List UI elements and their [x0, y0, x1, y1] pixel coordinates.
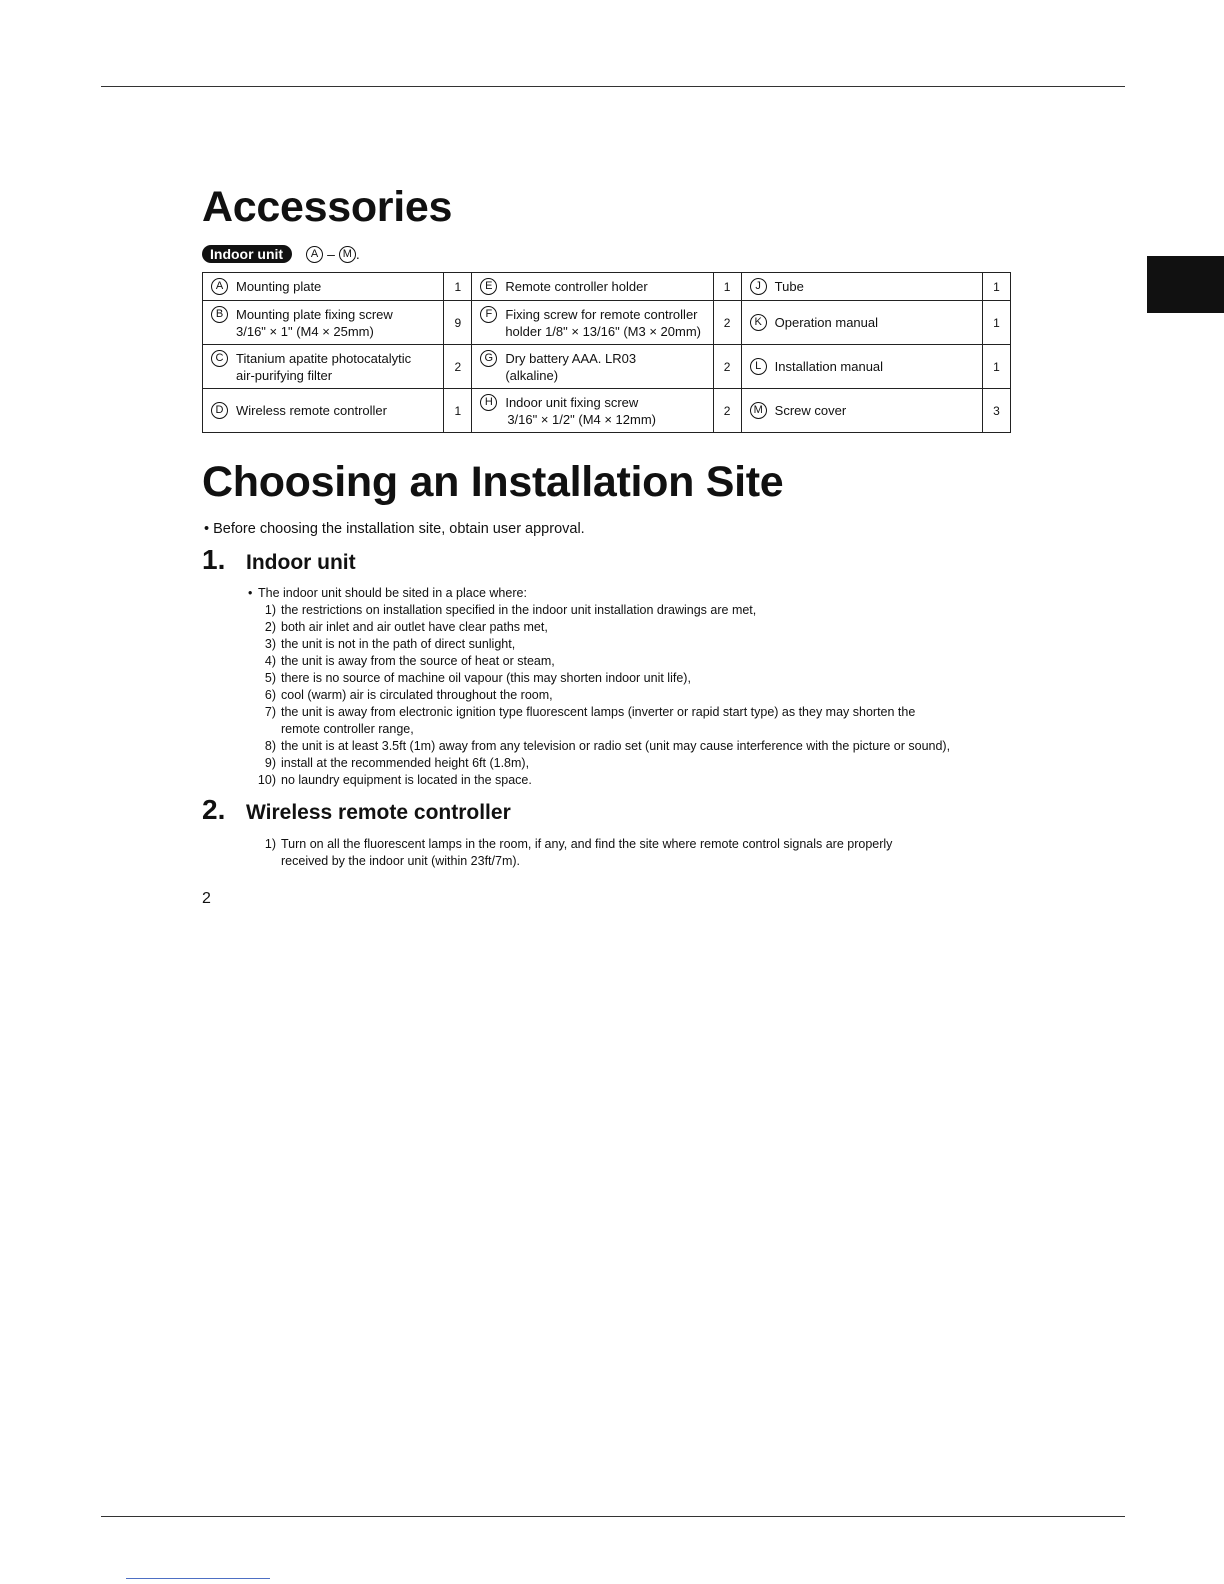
- list-item: [248, 721, 950, 738]
- item-number: 9): [264, 756, 276, 770]
- accessory-letter: A: [211, 278, 228, 295]
- footer-rule: [101, 1516, 1125, 1517]
- accessory-item: [750, 402, 976, 419]
- accessory-letter: D: [211, 402, 228, 419]
- accessory-row: [203, 301, 1011, 345]
- accessory-name-line: Dry battery AAA. LR03: [505, 350, 637, 366]
- range-start-letter: A: [306, 246, 323, 263]
- accessory-name-line: Mounting plate fixing screw: [236, 306, 393, 322]
- list-item: [248, 670, 950, 687]
- accessories-title: Accessories: [202, 183, 453, 231]
- accessory-name-line: Fixing screw for remote controller: [505, 306, 698, 322]
- item-text: cool (warm) air is circulated throughout the room,: [281, 688, 553, 702]
- section-title: Indoor unit: [246, 551, 356, 574]
- accessory-item: [480, 306, 706, 340]
- accessory-item-cell: [741, 345, 982, 389]
- accessory-letter: K: [750, 314, 767, 331]
- accessory-quantity: 1: [982, 345, 1010, 389]
- accessory-quantity: 1: [444, 389, 472, 433]
- list-item: [248, 738, 950, 755]
- item-text: the unit is away from the source of heat or steam,: [281, 654, 555, 668]
- accessory-name-line: 3/16" × 1" (M4 × 25mm): [236, 323, 374, 339]
- accessory-item-cell: [741, 301, 982, 345]
- bullet: •: [248, 586, 253, 600]
- accessory-item: [211, 278, 437, 295]
- accessory-item-cell: [203, 273, 444, 301]
- accessory-item: [750, 314, 976, 331]
- section-number: 2.: [202, 794, 226, 825]
- accessory-item: [211, 402, 437, 419]
- unit-range-line: [202, 244, 360, 264]
- accessory-item: [480, 350, 706, 384]
- accessory-row: [203, 389, 1011, 433]
- item-text: no laundry equipment is located in the space.: [281, 773, 532, 787]
- item-text: there is no source of machine oil vapour (this may shorten indoor unit life),: [281, 671, 691, 685]
- item-text: install at the recommended height 6ft (1.8m),: [281, 756, 530, 770]
- remote-controller-steps: [248, 836, 892, 870]
- item-number: 6): [264, 688, 276, 702]
- accessories-table: [202, 272, 1011, 433]
- lead-line: [248, 585, 950, 602]
- accessory-row: [203, 273, 1011, 301]
- accessory-name-line: Installation manual: [774, 359, 884, 374]
- accessory-quantity: 2: [713, 345, 741, 389]
- list-item: [248, 853, 892, 870]
- item-text: both air inlet and air outlet have clear paths met,: [281, 620, 548, 634]
- item-text: remote controller range,: [281, 722, 414, 736]
- accessory-item: [211, 306, 437, 340]
- item-text: received by the indoor unit (within 23ft/7m).: [281, 854, 521, 868]
- accessory-range: [306, 246, 360, 263]
- accessory-row: [203, 345, 1011, 389]
- accessory-name-line: Operation manual: [774, 315, 878, 330]
- item-number: 2): [264, 620, 276, 634]
- list-item: [248, 602, 950, 619]
- accessory-item: [750, 278, 976, 295]
- list-item: [248, 755, 950, 772]
- lead-text: The indoor unit should be sited in a place where:: [258, 586, 527, 600]
- accessory-item: [480, 278, 706, 295]
- list-item: [248, 636, 950, 653]
- list-item: [248, 653, 950, 670]
- accessory-item-cell: [472, 345, 713, 389]
- accessory-item: [750, 358, 976, 375]
- item-number: 8): [264, 739, 276, 753]
- accessory-quantity: 1: [713, 273, 741, 301]
- intro-note: • Before choosing the installation site, obtain user approval.: [204, 521, 585, 537]
- header-rule: [101, 86, 1125, 87]
- accessory-quantity: 1: [444, 273, 472, 301]
- section-tab-marker: [1147, 256, 1224, 313]
- item-number: 5): [264, 671, 276, 685]
- accessory-letter: L: [750, 358, 767, 375]
- item-number: [248, 853, 281, 870]
- accessory-item-cell: [203, 389, 444, 433]
- list-item: [248, 687, 950, 704]
- accessory-item-cell: [203, 345, 444, 389]
- item-number: 3): [264, 637, 276, 651]
- item-number: 1): [264, 837, 276, 851]
- accessory-quantity: 2: [713, 389, 741, 433]
- accessory-item-cell: [741, 273, 982, 301]
- accessory-name-line: air-purifying filter: [236, 367, 333, 383]
- accessory-name-line: Wireless remote controller: [236, 403, 387, 418]
- page-number: 2: [202, 890, 211, 907]
- accessory-name-line: holder 1/8" × 13/16" (M3 × 20mm): [505, 323, 701, 339]
- accessory-name-line: 3/16" × 1/2" (M4 × 12mm): [507, 411, 657, 427]
- item-text: the unit is away from electronic ignition type fluorescent lamps (inverter or rapid start type) as they may shorten the: [281, 705, 916, 719]
- accessory-name-line: Remote controller holder: [505, 279, 648, 294]
- item-number: [248, 721, 281, 738]
- item-number: 1): [264, 603, 276, 617]
- accessory-item-cell: [472, 389, 713, 433]
- list-item: [248, 704, 950, 721]
- item-text: Turn on all the fluorescent lamps in the room, if any, and find the site where remote control signals are properly: [281, 837, 893, 851]
- item-text: the unit is not in the path of direct sunlight,: [281, 637, 516, 651]
- item-text: the unit is at least 3.5ft (1m) away from any television or radio set (unit may cause interference with the picture or sound),: [281, 739, 951, 753]
- item-text: the restrictions on installation specified in the indoor unit installation drawings are met,: [281, 603, 757, 617]
- accessory-letter: H: [480, 394, 497, 411]
- accessory-item-cell: [203, 301, 444, 345]
- list-item: [248, 836, 892, 853]
- accessory-letter: M: [750, 402, 767, 419]
- range-suffix: .: [355, 246, 360, 262]
- section-number: 1.: [202, 544, 226, 575]
- item-number: 7): [264, 705, 276, 719]
- accessory-quantity: 2: [713, 301, 741, 345]
- accessory-name-line: Mounting plate: [236, 279, 322, 294]
- list-item: [248, 772, 950, 789]
- accessory-letter: F: [480, 306, 497, 323]
- accessory-quantity: 1: [982, 273, 1010, 301]
- section-title: Wireless remote controller: [246, 801, 511, 824]
- accessory-letter: C: [211, 350, 228, 367]
- footer-link-underline: [126, 1578, 270, 1579]
- section-indoor-unit-heading: [202, 544, 356, 576]
- indoor-unit-badge: Indoor unit: [202, 245, 292, 263]
- accessory-name-line: Screw cover: [774, 403, 847, 418]
- accessory-item-cell: [472, 301, 713, 345]
- accessory-item-cell: [472, 273, 713, 301]
- item-number: 10): [257, 773, 276, 787]
- accessory-quantity: 3: [982, 389, 1010, 433]
- section-remote-controller-heading: [202, 794, 511, 826]
- accessory-item: [211, 350, 437, 384]
- accessory-letter: G: [480, 350, 497, 367]
- range-end-letter: M: [339, 246, 356, 263]
- indoor-unit-conditions: [248, 585, 950, 789]
- accessory-quantity: 2: [444, 345, 472, 389]
- accessory-letter: E: [480, 278, 497, 295]
- installation-site-title: Choosing an Installation Site: [202, 458, 784, 506]
- accessory-item-cell: [741, 389, 982, 433]
- accessory-letter: B: [211, 306, 228, 323]
- list-item: [248, 619, 950, 636]
- range-dash: –: [327, 246, 335, 262]
- accessory-name-line: Tube: [774, 279, 804, 294]
- accessory-letter: J: [750, 278, 767, 295]
- accessory-name-line: Indoor unit fixing screw: [505, 394, 639, 410]
- accessory-item: [480, 394, 706, 428]
- accessory-quantity: 1: [982, 301, 1010, 345]
- accessory-name-line: Titanium apatite photocatalytic: [236, 350, 412, 366]
- item-number: 4): [264, 654, 276, 668]
- accessory-name-line: (alkaline): [505, 367, 559, 383]
- accessory-quantity: 9: [444, 301, 472, 345]
